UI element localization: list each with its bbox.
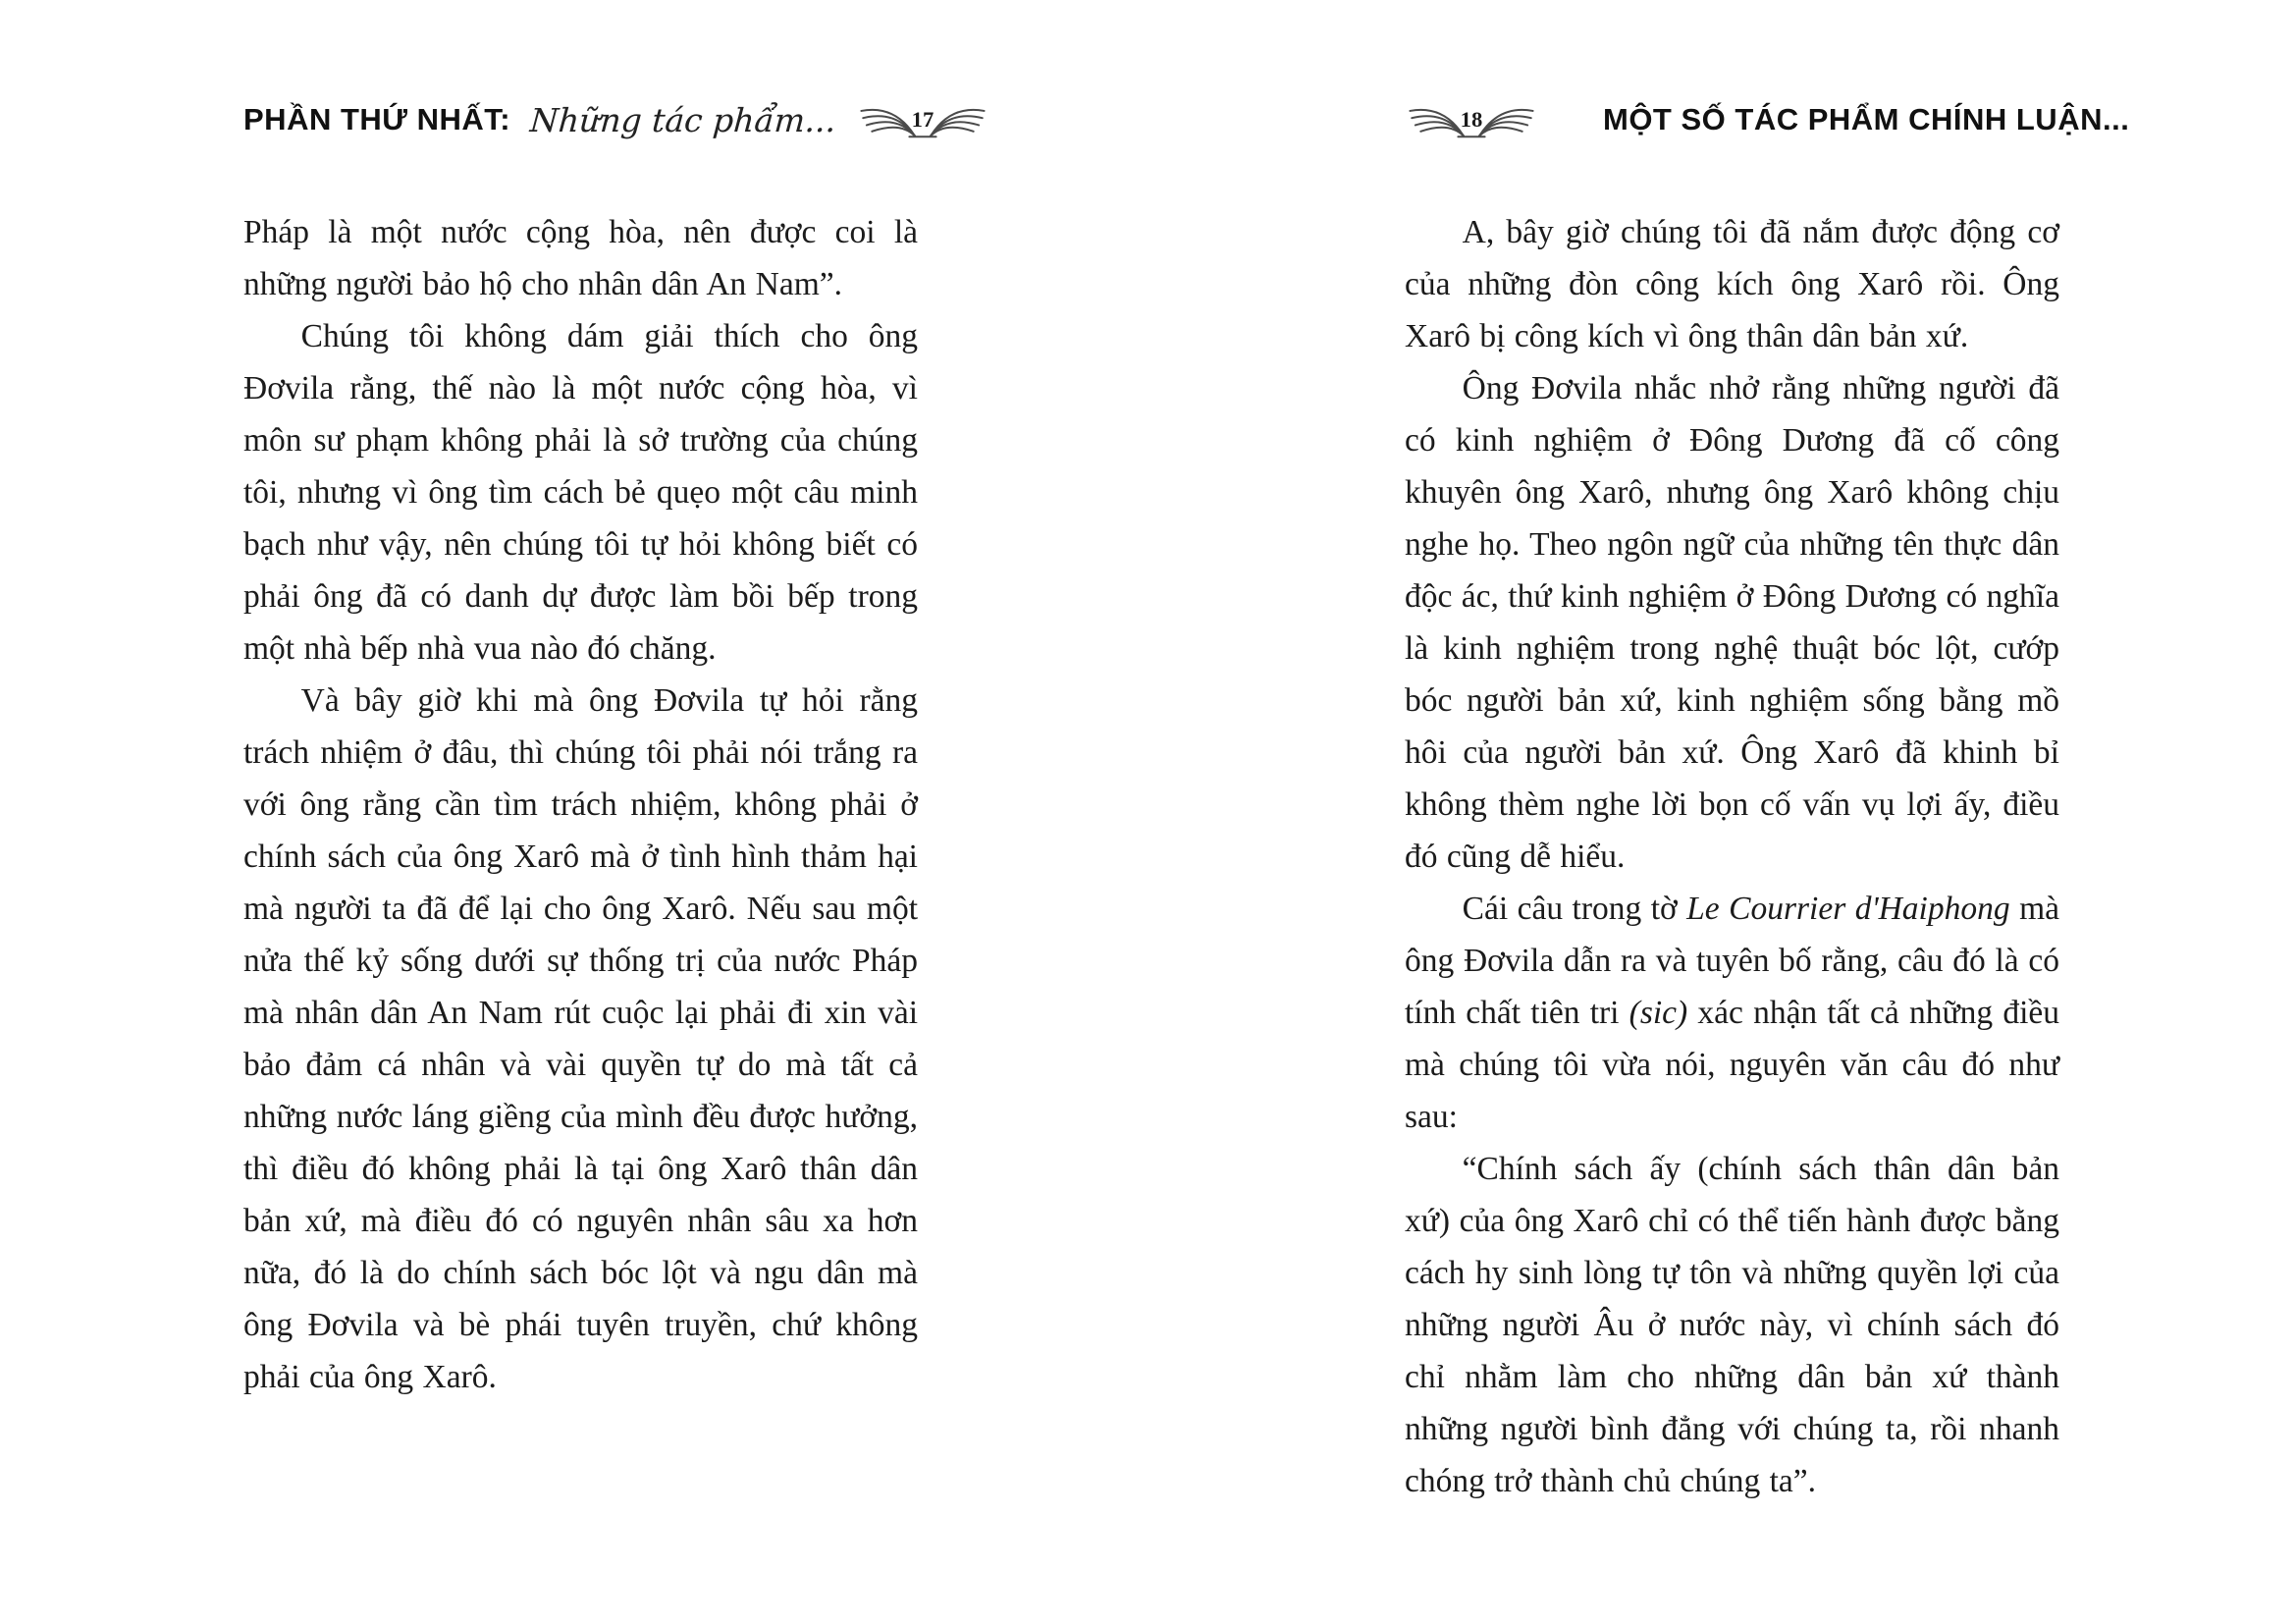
book-ornament-icon xyxy=(1405,96,1538,143)
part-label: PHẦN THỨ NHẤT: xyxy=(243,102,511,136)
italic-text: Le Courrier d'Haiphong xyxy=(1686,891,2010,927)
section-title: MỘT SỐ TÁC PHẨM CHÍNH LUẬN... xyxy=(1603,102,2130,136)
text-run: mà ông Đơvila dẫn ra và tuyên bố rằng, câu đó là có tính chất tiên tri xyxy=(1405,891,2059,1031)
book-ornament-icon xyxy=(856,96,989,143)
text-run: Ông Đơvila nhắc nhở rằng những người đã có kinh nghiệm ở Đông Dương đã cố công khuyên ông Xarô, nhưng ông Xarô không chịu nghe họ. Theo ngôn ngữ của những tên thực dân độc ác, thứ kinh nghiệm ở Đông Dương có nghĩa là kinh nghiệm trong nghệ thuật bóc lột, cướp bóc người bản xứ, kinh nghiệm sống bằng mồ hôi của người bản xứ. Ông Xarô đã khinh bỉ không thèm nghe lời bọn cố vấn vụ lợi ấy, điều đó cũng dễ hiểu. xyxy=(1405,370,2059,875)
page-right-body xyxy=(1405,206,2059,1507)
page-number: 17 xyxy=(911,107,934,133)
paragraph xyxy=(1405,1143,2059,1507)
paragraph xyxy=(1405,362,2059,883)
page-left-body xyxy=(243,206,918,1403)
paragraph xyxy=(1405,883,2059,1143)
page-number: 18 xyxy=(1460,107,1483,133)
text-run: “Chính sách ấy (chính sách thân dân bản xứ) của ông Xarô chỉ có thể tiến hành được bằng cách hy sinh lòng tự tôn và những quyền lợi của những người Âu ở nước này, vì chính sách đó chỉ nhằm làm cho những dân bản xứ thành những người bình đẳng với chúng ta, rồi nhanh chóng trở thành chủ chúng ta”. xyxy=(1405,1151,2059,1499)
text-run: A, bây giờ chúng tôi đã nắm được động cơ của những đòn công kích ông Xarô rồi. Ông Xarô bị công kích vì ông thân dân bản xứ. xyxy=(1405,214,2059,354)
italic-text: (sic) xyxy=(1629,995,1688,1031)
paragraph xyxy=(243,675,918,1403)
text-run: Chúng tôi không dám giải thích cho ông Đơvila rằng, thế nào là một nước cộng hòa, vì môn sư phạm không phải là sở trường của chúng tôi, nhưng vì ông tìm cách bẻ quẹo một câu minh bạch như vậy, nên chúng tôi tự hỏi không biết có phải ông đã có danh dự được làm bồi bếp trong một nhà bếp nhà vua nào đó chăng. xyxy=(243,318,918,667)
paragraph xyxy=(243,310,918,675)
part-title-script: Những tác phẩm... xyxy=(528,100,837,139)
text-run: Cái câu trong tờ xyxy=(1462,891,1687,927)
text-run: xác nhận tất cả những điều mà chúng tôi vừa nói, nguyên văn câu đó như sau: xyxy=(1405,995,2059,1135)
page-right-header xyxy=(1405,90,2130,149)
page-left-header xyxy=(243,90,934,149)
paragraph xyxy=(1405,206,2059,362)
text-run: Và bây giờ khi mà ông Đơvila tự hỏi rằng trách nhiệm ở đâu, thì chúng tôi phải nói trắng ra với ông rằng cần tìm trách nhiệm, không phải ở chính sách của ông Xarô mà ở tình hình thảm hại mà người ta đã để lại cho ông Xarô. Nếu sau một nửa thế kỷ sống dưới sự thống trị của nước Pháp mà nhân dân An Nam rút cuộc lại phải đi xin vài bảo đảm cá nhân và vài quyền tự do mà tất cả những nước láng giềng của mình đều được hưởng, thì điều đó không phải là tại ông Xarô thân dân bản xứ, mà điều đó có nguyên nhân sâu xa hơn nữa, đó là do chính sách bóc lột và ngu dân mà ông Đơvila và bè phái tuyên truyền, chứ không phải của ông Xarô. xyxy=(243,682,918,1395)
page-right xyxy=(1148,0,2295,1624)
paragraph xyxy=(243,206,918,310)
text-run: Pháp là một nước cộng hòa, nên được coi là những người bảo hộ cho nhân dân An Nam”. xyxy=(243,214,918,302)
